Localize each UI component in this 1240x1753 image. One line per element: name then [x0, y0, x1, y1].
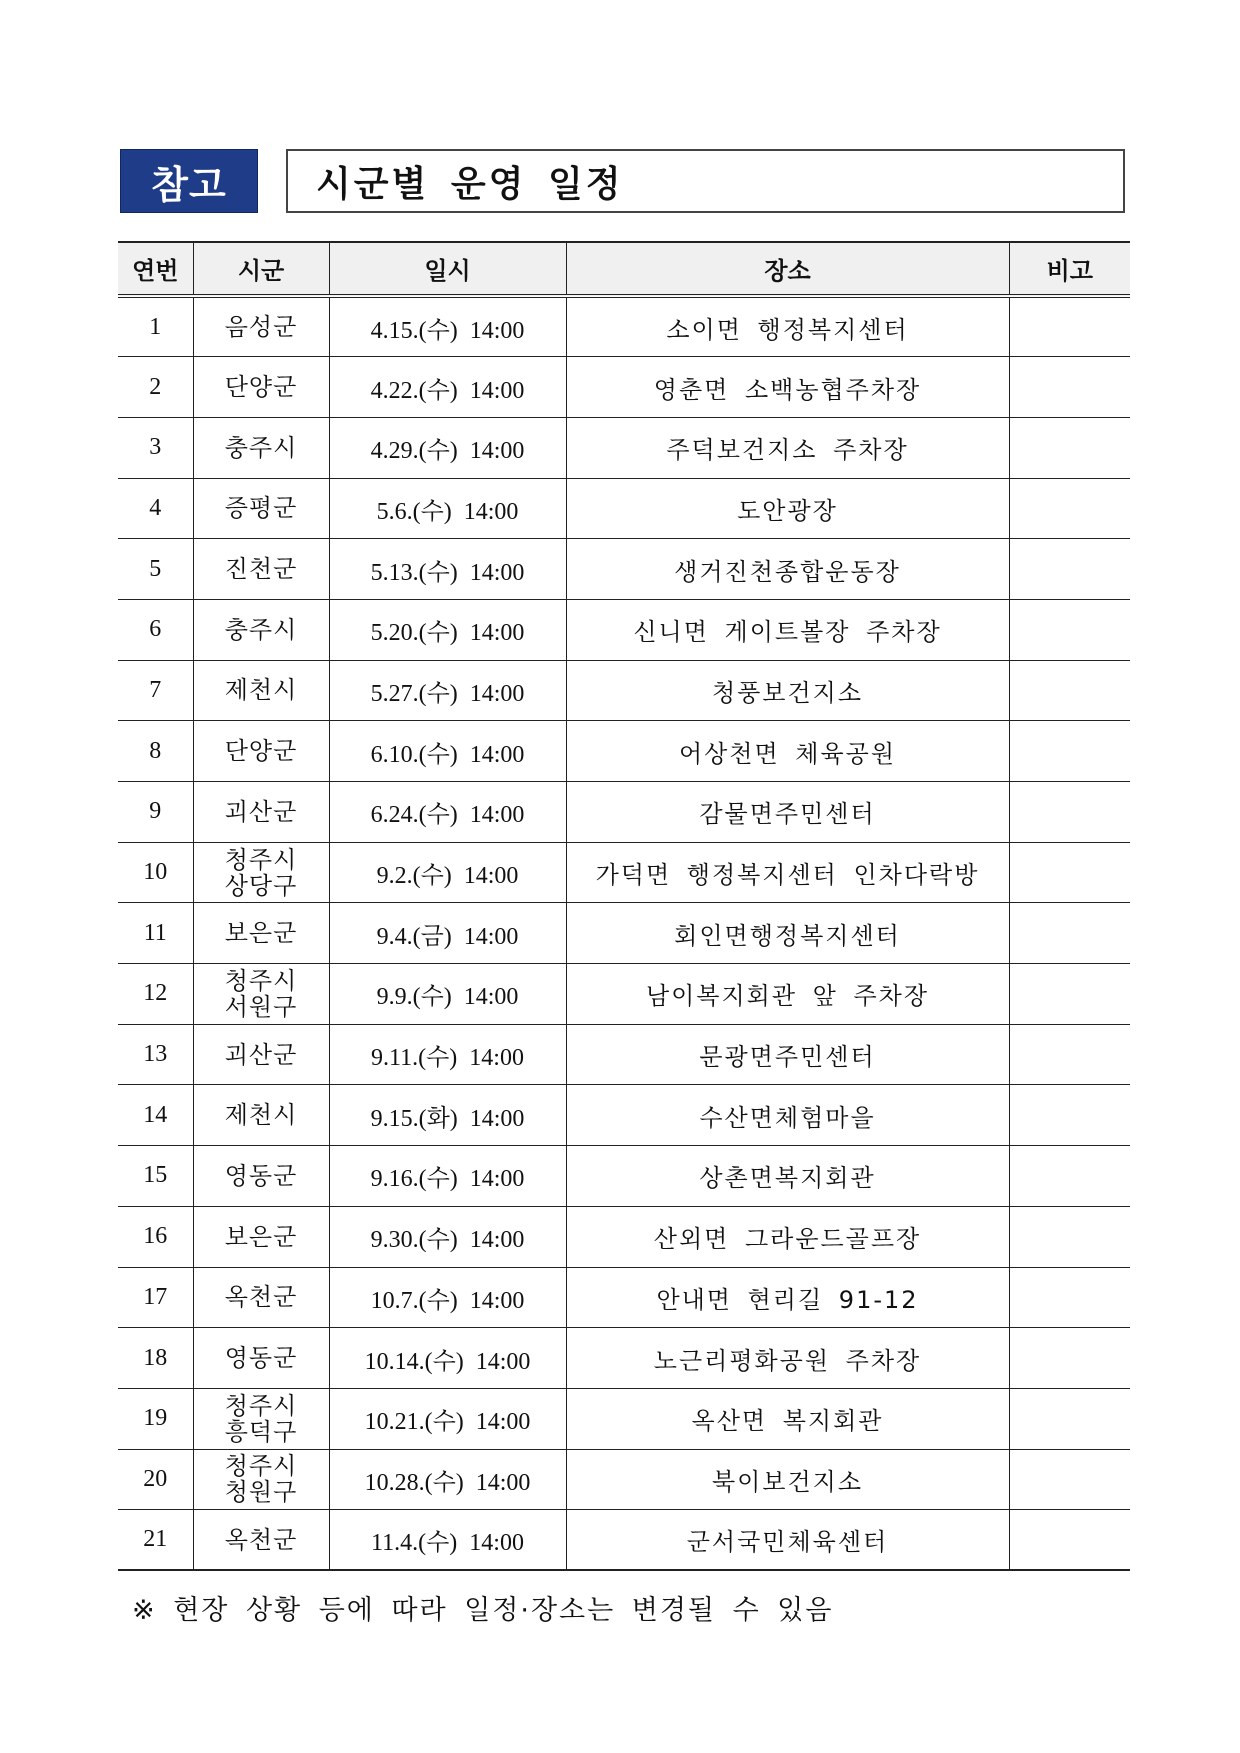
table-row — [118, 599, 1130, 660]
place-cell: 안내면 현리길 91-12 — [566, 1267, 1009, 1328]
date-text: 9.2.(수) — [376, 863, 452, 890]
note-cell — [1009, 357, 1130, 418]
table-row — [118, 1085, 1130, 1146]
table-header-row — [118, 242, 1130, 296]
date-text: 5.27.(수) — [370, 680, 458, 707]
place-cell: 남이복지회관 앞 주차장 — [566, 964, 1009, 1025]
place-cell: 회인면행정복지센터 — [566, 903, 1009, 964]
city-cell — [193, 782, 329, 843]
time-text: 14:00 — [469, 559, 525, 586]
datetime-cell — [329, 1085, 566, 1146]
time-text: 14:00 — [469, 620, 525, 647]
note-cell — [1009, 721, 1130, 782]
datetime-cell — [329, 296, 566, 357]
city-cell — [193, 1024, 329, 1085]
city-name: 청주시 — [224, 1391, 298, 1420]
note-cell — [1009, 1328, 1130, 1389]
date-text: 11.4.(수) — [371, 1530, 458, 1557]
city-cell — [193, 599, 329, 660]
city-cell — [193, 1146, 329, 1207]
column-header-place: 장소 — [566, 242, 1009, 296]
note-cell — [1009, 417, 1130, 478]
date-text: 4.29.(수) — [370, 438, 458, 465]
row-number: 16 — [118, 1206, 193, 1267]
date-text: 10.14.(수) — [364, 1348, 464, 1375]
row-number: 17 — [118, 1267, 193, 1328]
time-text: 14:00 — [475, 1348, 531, 1375]
city-cell — [193, 964, 329, 1025]
note-cell — [1009, 903, 1130, 964]
table-row — [118, 1267, 1130, 1328]
row-number: 10 — [118, 842, 193, 903]
place-cell: 수산면체험마을 — [566, 1085, 1009, 1146]
table-row — [118, 721, 1130, 782]
place-cell: 소이면 행정복지센터 — [566, 296, 1009, 357]
table-row — [118, 1328, 1130, 1389]
place-cell: 신니면 게이트볼장 주차장 — [566, 599, 1009, 660]
table-row — [118, 357, 1130, 418]
date-text: 9.4.(금) — [376, 923, 452, 950]
row-number: 5 — [118, 539, 193, 600]
date-text: 9.30.(수) — [370, 1227, 458, 1254]
date-text: 4.15.(수) — [370, 317, 458, 344]
datetime-cell — [329, 1328, 566, 1389]
row-number: 12 — [118, 964, 193, 1025]
date-text: 9.15.(화) — [370, 1105, 458, 1132]
city-name: 괴산군 — [224, 1040, 298, 1069]
city-cell — [193, 721, 329, 782]
footnote: ※ 현장 상황 등에 따라 일정·장소는 변경될 수 있음 — [132, 1595, 834, 1626]
table-row — [118, 1024, 1130, 1085]
table-row — [118, 417, 1130, 478]
row-number: 14 — [118, 1085, 193, 1146]
column-header-no: 연번 — [118, 242, 193, 296]
row-number: 9 — [118, 782, 193, 843]
city-name: 옥천군 — [224, 1283, 298, 1312]
row-number: 3 — [118, 417, 193, 478]
time-text: 14:00 — [469, 377, 525, 404]
time-text: 14:00 — [475, 1409, 531, 1436]
note-cell — [1009, 539, 1130, 600]
datetime-cell — [329, 1146, 566, 1207]
table-row — [118, 1510, 1130, 1571]
city-cell — [193, 417, 329, 478]
datetime-cell — [329, 1449, 566, 1510]
city-cell — [193, 903, 329, 964]
time-text: 14:00 — [469, 1166, 525, 1193]
time-text: 14:00 — [469, 438, 525, 465]
time-text: 14:00 — [469, 802, 525, 829]
note-cell — [1009, 1206, 1130, 1267]
row-number: 13 — [118, 1024, 193, 1085]
city-name: 옥천군 — [224, 1525, 298, 1554]
column-header-city: 시군 — [193, 242, 329, 296]
datetime-cell — [329, 842, 566, 903]
datetime-cell — [329, 1510, 566, 1571]
city-name: 보은군 — [224, 919, 298, 948]
city-name: 청주시 — [224, 966, 298, 995]
city-name: 서원구 — [224, 992, 298, 1021]
place-cell: 영춘면 소백농협주차장 — [566, 357, 1009, 418]
date-text: 10.28.(수) — [364, 1469, 464, 1496]
place-cell: 상촌면복지회관 — [566, 1146, 1009, 1207]
city-name: 음성군 — [224, 313, 298, 342]
table-row — [118, 1146, 1130, 1207]
city-name: 제천시 — [224, 676, 298, 705]
city-cell — [193, 842, 329, 903]
note-cell — [1009, 1085, 1130, 1146]
datetime-cell — [329, 357, 566, 418]
table-row — [118, 478, 1130, 539]
place-cell: 주덕보건지소 주차장 — [566, 417, 1009, 478]
city-name: 진천군 — [224, 555, 298, 584]
city-name: 청주시 — [224, 1452, 298, 1481]
row-number: 2 — [118, 357, 193, 418]
datetime-cell — [329, 539, 566, 600]
place-cell: 노근리평화공원 주차장 — [566, 1328, 1009, 1389]
time-text: 14:00 — [469, 317, 525, 344]
place-cell: 옥산면 복지회관 — [566, 1388, 1009, 1449]
city-cell — [193, 296, 329, 357]
date-text: 5.20.(수) — [370, 620, 458, 647]
column-header-note: 비고 — [1009, 242, 1130, 296]
city-cell — [193, 1328, 329, 1389]
place-cell: 가덕면 행정복지센터 인차다락방 — [566, 842, 1009, 903]
time-text: 14:00 — [463, 498, 519, 525]
date-text: 9.16.(수) — [370, 1166, 458, 1193]
datetime-cell — [329, 903, 566, 964]
city-name: 영동군 — [224, 1344, 298, 1373]
city-cell — [193, 478, 329, 539]
place-cell: 군서국민체육센터 — [566, 1510, 1009, 1571]
city-cell — [193, 357, 329, 418]
datetime-cell — [329, 721, 566, 782]
table-row — [118, 539, 1130, 600]
date-text: 6.24.(수) — [370, 802, 458, 829]
table-row — [118, 1206, 1130, 1267]
date-text: 4.22.(수) — [370, 377, 458, 404]
row-number: 21 — [118, 1510, 193, 1571]
row-number: 18 — [118, 1328, 193, 1389]
city-name: 흥덕구 — [224, 1417, 298, 1446]
city-cell — [193, 1449, 329, 1510]
note-cell — [1009, 296, 1130, 357]
city-name: 청원구 — [224, 1478, 298, 1507]
row-number: 4 — [118, 478, 193, 539]
place-cell: 북이보건지소 — [566, 1449, 1009, 1510]
note-cell — [1009, 1146, 1130, 1207]
place-cell: 생거진천종합운동장 — [566, 539, 1009, 600]
note-cell — [1009, 1449, 1130, 1510]
row-number: 20 — [118, 1449, 193, 1510]
date-text: 5.13.(수) — [370, 559, 458, 586]
datetime-cell — [329, 478, 566, 539]
row-number: 7 — [118, 660, 193, 721]
time-text: 14:00 — [463, 923, 519, 950]
city-name: 단양군 — [224, 373, 298, 402]
city-name: 보은군 — [224, 1222, 298, 1251]
row-number: 6 — [118, 599, 193, 660]
table-row — [118, 1388, 1130, 1449]
city-name: 충주시 — [224, 433, 298, 462]
note-cell — [1009, 1388, 1130, 1449]
note-cell — [1009, 478, 1130, 539]
city-name: 상당구 — [224, 871, 298, 900]
time-text: 14:00 — [469, 1045, 524, 1072]
title-bar — [120, 149, 1125, 213]
city-name: 청주시 — [224, 845, 298, 874]
time-text: 14:00 — [475, 1469, 531, 1496]
note-cell — [1009, 1267, 1130, 1328]
datetime-cell — [329, 1024, 566, 1085]
time-text: 14:00 — [469, 680, 525, 707]
table-row — [118, 1449, 1130, 1510]
datetime-cell — [329, 1267, 566, 1328]
table-row — [118, 964, 1130, 1025]
row-number: 1 — [118, 296, 193, 357]
page-title: 시군별 운영 일정 — [286, 149, 1125, 213]
schedule-body — [118, 296, 1130, 1570]
city-cell — [193, 1085, 329, 1146]
city-cell — [193, 660, 329, 721]
date-text: 9.11.(수) — [371, 1045, 458, 1072]
row-number: 19 — [118, 1388, 193, 1449]
row-number: 15 — [118, 1146, 193, 1207]
time-text: 14:00 — [469, 1287, 525, 1314]
date-text: 10.21.(수) — [364, 1409, 464, 1436]
table-row — [118, 782, 1130, 843]
place-cell: 청풍보건지소 — [566, 660, 1009, 721]
table-row — [118, 903, 1130, 964]
column-header-datetime: 일시 — [329, 242, 566, 296]
place-cell: 감물면주민센터 — [566, 782, 1009, 843]
city-name: 제천시 — [224, 1101, 298, 1130]
note-cell — [1009, 964, 1130, 1025]
reference-tag: 참고 — [120, 149, 258, 213]
schedule-table — [118, 241, 1130, 1571]
date-text: 10.7.(수) — [370, 1287, 458, 1314]
place-cell: 어상천면 체육공원 — [566, 721, 1009, 782]
city-name: 증평군 — [224, 494, 298, 523]
date-text: 5.6.(수) — [376, 498, 452, 525]
note-cell — [1009, 599, 1130, 660]
city-cell — [193, 1510, 329, 1571]
note-cell — [1009, 1024, 1130, 1085]
city-cell — [193, 1267, 329, 1328]
city-cell — [193, 1206, 329, 1267]
datetime-cell — [329, 1388, 566, 1449]
time-text: 14:00 — [463, 984, 519, 1011]
city-name: 괴산군 — [224, 797, 298, 826]
city-cell — [193, 1388, 329, 1449]
city-name: 단양군 — [224, 737, 298, 766]
datetime-cell — [329, 1206, 566, 1267]
table-row — [118, 296, 1130, 357]
city-cell — [193, 539, 329, 600]
date-text: 9.9.(수) — [376, 984, 452, 1011]
note-cell — [1009, 660, 1130, 721]
note-cell — [1009, 1510, 1130, 1571]
place-cell: 문광면주민센터 — [566, 1024, 1009, 1085]
city-name: 충주시 — [224, 615, 298, 644]
table-row — [118, 660, 1130, 721]
datetime-cell — [329, 660, 566, 721]
datetime-cell — [329, 417, 566, 478]
row-number: 11 — [118, 903, 193, 964]
time-text: 14:00 — [469, 741, 525, 768]
city-name: 영동군 — [224, 1161, 298, 1190]
datetime-cell — [329, 964, 566, 1025]
table-row — [118, 842, 1130, 903]
place-cell: 산외면 그라운드골프장 — [566, 1206, 1009, 1267]
time-text: 14:00 — [469, 1227, 525, 1254]
datetime-cell — [329, 599, 566, 660]
time-text: 14:00 — [469, 1530, 524, 1557]
row-number: 8 — [118, 721, 193, 782]
place-cell: 도안광장 — [566, 478, 1009, 539]
note-cell — [1009, 842, 1130, 903]
date-text: 6.10.(수) — [370, 741, 458, 768]
time-text: 14:00 — [463, 863, 519, 890]
time-text: 14:00 — [469, 1105, 525, 1132]
datetime-cell — [329, 782, 566, 843]
note-cell — [1009, 782, 1130, 843]
